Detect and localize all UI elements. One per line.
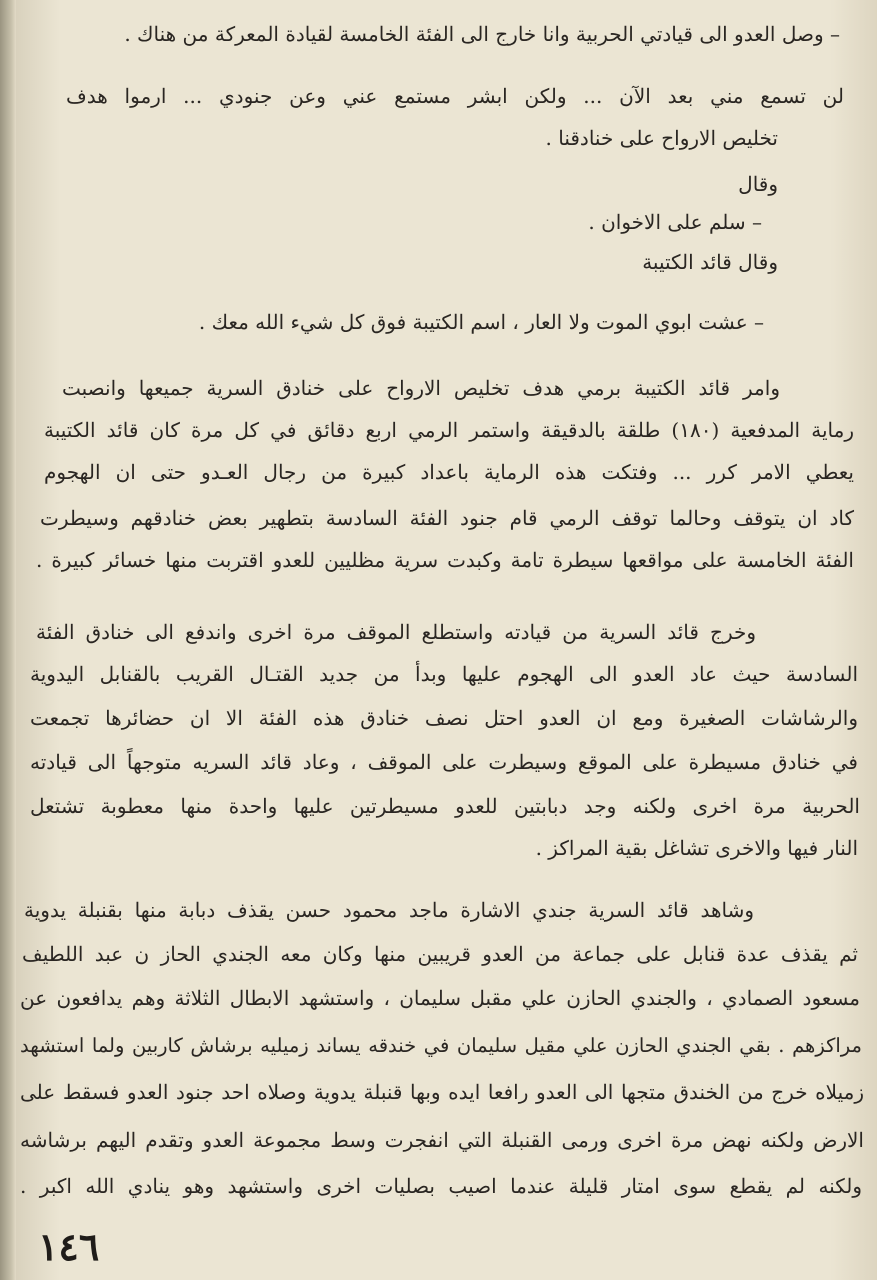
text-line: لن تسمع مني بعد الآن ... ولكن ابشر مستمع عني وعن جنودي ... ارموا هدف <box>66 84 844 108</box>
page-binding-shadow <box>0 0 16 1280</box>
text-line: ولكنه لم يقطع سوى امتار قليلة عندما اصيب بصليات اخرى واستشهد وهو ينادي الله اكبر . <box>20 1174 863 1198</box>
text-line: والرشاشات الصغيرة ومع ان العدو احتل نصف خنادق هذه الفئة الا ان حضائرها تجمعت <box>30 706 858 730</box>
text-line: كاد ان يتوقف وحالما توقف الرمي قام جنود الفئة السادسة بتطهير بعض خنادقهم وسيطرت <box>40 506 854 530</box>
text-line: – عشت ابوي الموت ولا العار ، اسم الكتيبة فوق كل شيء الله معك . <box>198 310 764 334</box>
text-line: وشاهد قائد السرية جندي الاشارة ماجد محمود حسن يقذف دبابة منها بقنبلة يدوية <box>24 898 754 922</box>
text-line: مسعود الصمادي ، والجندي الحازن علي مقبل سليمان ، واستشهد الابطال الثلاثة وهم يدافعون عن <box>20 986 860 1010</box>
text-line: ثم يقذف عدة قنابل على جماعة من العدو قريبين منها وكان معه الجندي الحاز ن عبد اللطيف <box>22 942 858 966</box>
text-line: – وصل العدو الى قيادتي الحربية وانا خارج الى الفئة الخامسة لقيادة المعركة من هناك . <box>124 22 840 46</box>
text-line: يعطي الامر كرر ... وفتكت هذه الرماية باعداد كبيرة من رجال العـدو حتى ان الهجوم <box>44 460 854 484</box>
text-line: وقال قائد الكتيبة <box>642 250 778 274</box>
text-line: تخليص الارواح على خنادقنا . <box>545 126 778 150</box>
text-line: مراكزهم . بقي الجندي الحازن علي مقيل سليمان في خندقه يساند زميليه برشاش كاربين ولما استشهد <box>20 1034 862 1057</box>
text-line: وامر قائد الكتيبة برمي هدف تخليص الارواح على خنادق السرية جميعها وانصبت <box>62 376 780 400</box>
text-line: النار فيها والاخرى تشاغل بقية المراكز . <box>535 836 858 860</box>
page-number: ١٤٦ <box>38 1224 100 1269</box>
text-line: الفئة الخامسة على مواقعها سيطرة تامة وكبدت سرية مظليين للعدو اقتربت منها خسائر كبيرة . <box>36 548 854 572</box>
text-line: زميلاه خرج من الخندق متجها الى العدو رافعا ايده وبها قنبلة يدوية وصلاه احد جنود العدو فسقط على <box>20 1080 864 1104</box>
text-line: وخرج قائد السرية من قيادته واستطلع الموقف مرة اخرى واندفع الى خنادق الفئة <box>36 620 756 644</box>
text-line: السادسة حيث عاد العدو الى الهجوم عليها وبدأ من جديد القتـال القريب بالقنابل اليدوية <box>30 662 858 686</box>
text-line: الارض ولكنه نهض مرة اخرى ورمى القنبلة التي انفجرت وسط مجموعة العدو وتقدم اليهم برشاشه <box>20 1128 864 1152</box>
text-line: وقال <box>738 172 778 196</box>
text-line: رماية المدفعية (١٨٠) طلقة بالدقيقة واستمر الرمي اربع دقائق في كل مرة كان قائد الكتيبة <box>44 418 855 442</box>
text-line: – سلم على الاخوان . <box>588 210 762 234</box>
text-line: الحربية مرة اخرى ولكنه وجد دبابتين للعدو مسيطرتين عليها واحدة منها معطوبة تشتعل <box>30 794 860 818</box>
text-line: في خنادق مسيطرة على الموقع وسيطرت على الموقف ، وعاد قائد السريه متوجهاً الى قيادته <box>30 750 858 774</box>
